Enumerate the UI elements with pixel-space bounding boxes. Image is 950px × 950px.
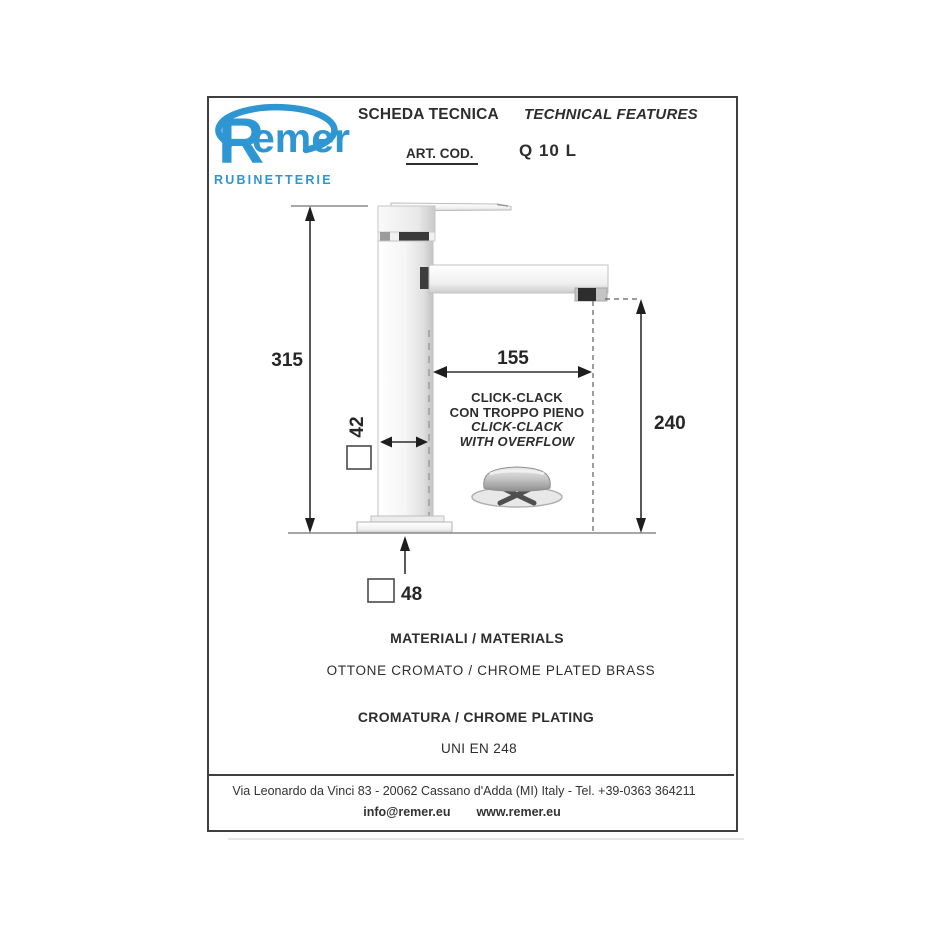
footer-contacts bbox=[363, 805, 561, 819]
dim-label-315: 315 bbox=[271, 350, 303, 371]
dimension-base-width bbox=[368, 536, 422, 605]
footer-website: www.remer.eu bbox=[476, 805, 561, 819]
dim-label-42: 42 bbox=[347, 416, 368, 438]
drain-note-line: CLICK-CLACK bbox=[471, 419, 563, 434]
spout-joint-detail bbox=[420, 267, 429, 289]
logo-subtitle: RUBINETTERIE bbox=[214, 173, 333, 187]
spout-aerator-dark bbox=[578, 288, 596, 301]
dim-label-240: 240 bbox=[654, 413, 686, 434]
doc-title-english: TECHNICAL FEATURES bbox=[524, 106, 698, 123]
logo-wordmark: emer bbox=[252, 115, 351, 161]
dimension-total-height bbox=[271, 206, 315, 533]
materials-title: MATERIALI / MATERIALS bbox=[390, 630, 564, 646]
drain-note bbox=[430, 391, 604, 449]
footer-address: Via Leonardo da Vinci 83 - 20062 Cassano d'Adda (MI) Italy - Tel. +39-0363 364211 bbox=[232, 784, 696, 798]
plating-standard: UNI EN 248 bbox=[440, 741, 518, 756]
ring-gray-detail bbox=[380, 232, 390, 241]
square-symbol-icon bbox=[347, 446, 371, 469]
plating-title: CROMATURA / CHROME PLATING bbox=[357, 709, 595, 725]
dimension-spout-height bbox=[636, 299, 686, 533]
doc-title-italian: SCHEDA TECNICA bbox=[358, 106, 499, 123]
faucet-cap bbox=[378, 206, 435, 232]
faucet-illustration bbox=[357, 203, 608, 533]
dim-label-48: 48 bbox=[401, 584, 423, 605]
base-plate bbox=[357, 522, 452, 533]
drain-note-line: WITH OVERFLOW bbox=[459, 433, 575, 449]
logo-initial: R bbox=[218, 105, 265, 177]
drain-note-line: CLICK-CLACK bbox=[471, 390, 563, 405]
dim-label-155: 155 bbox=[497, 348, 529, 369]
materials-value: OTTONE CROMATO / CHROME PLATED BRASS bbox=[326, 663, 656, 678]
drain-note-line: CON TROPPO PIENO bbox=[449, 404, 585, 420]
footer-email: info@remer.eu bbox=[363, 805, 451, 819]
dimension-spout-reach bbox=[433, 348, 592, 378]
footer-divider bbox=[207, 774, 734, 776]
click-clack-drain-illustration bbox=[472, 467, 562, 507]
ring-dark-detail bbox=[399, 232, 429, 241]
article-code-label: ART. COD. bbox=[406, 146, 478, 165]
article-code-value: Q 10 L bbox=[519, 141, 577, 160]
square-symbol-icon bbox=[368, 579, 394, 602]
